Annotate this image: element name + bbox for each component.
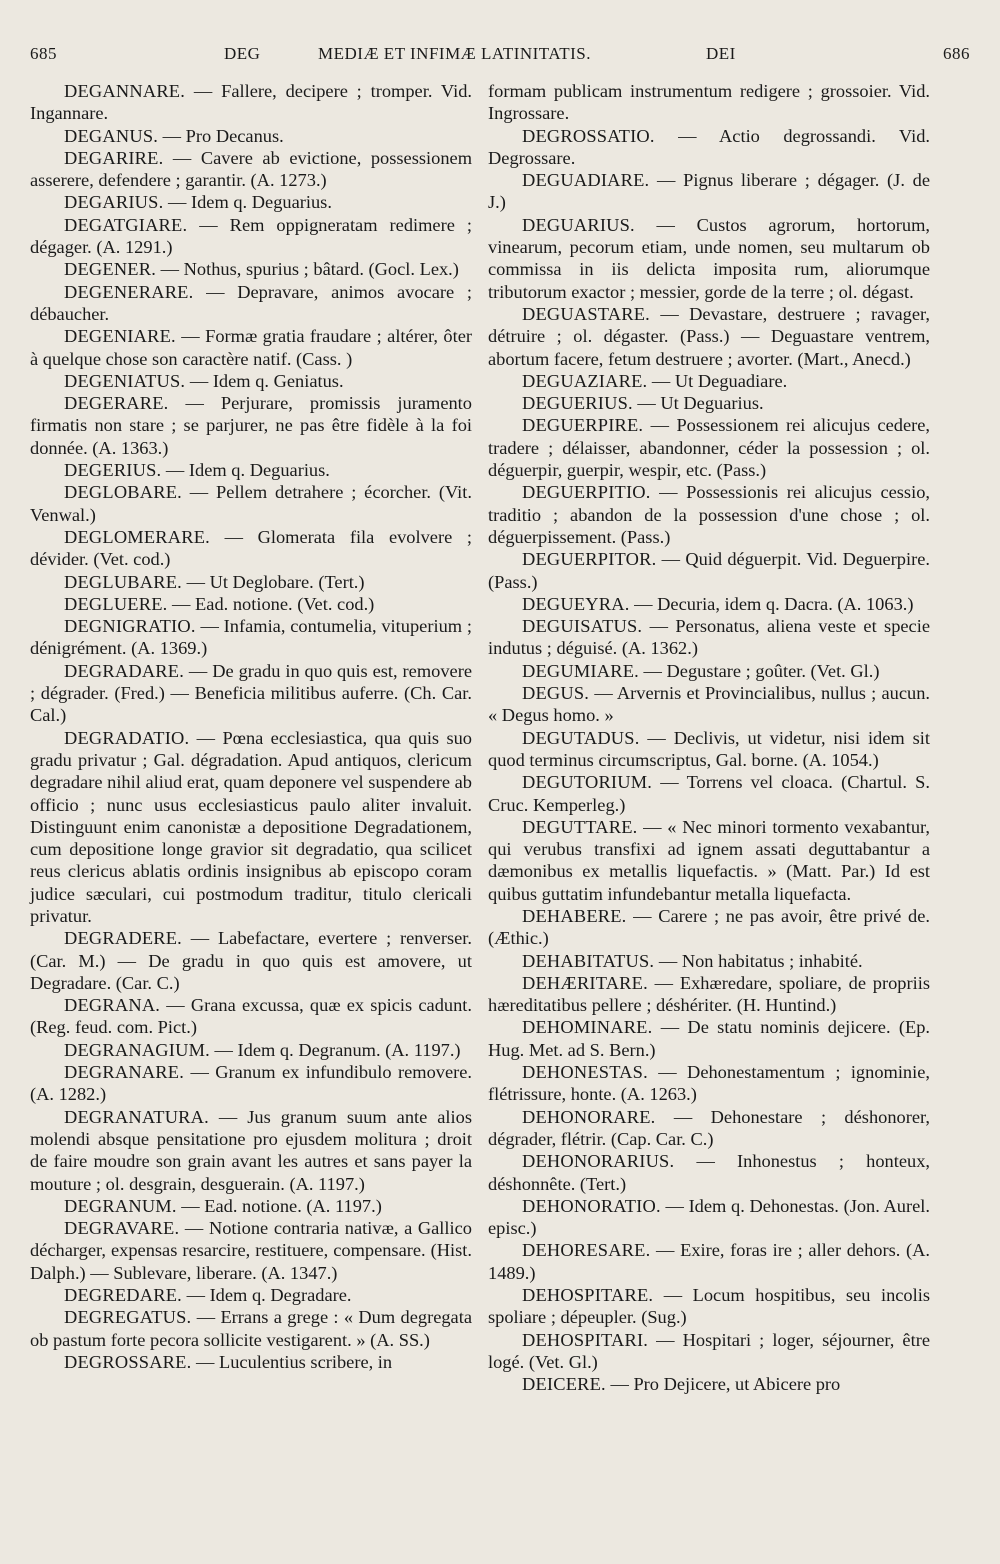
- dictionary-entry: [30, 392, 472, 459]
- dictionary-entry: [488, 392, 930, 414]
- entry-definition: Dehonestamentum ; ignominie, flétrissure, honte. (A. 1263.): [488, 1062, 930, 1105]
- entry-definition: Perjurare, promissis juramento firmatis non stare ; se parjurer, ne pas être fidèle à la foi donnée. (A. 1363.): [30, 393, 472, 458]
- dictionary-entry: [30, 1106, 472, 1195]
- dictionary-entry: [488, 682, 930, 727]
- dictionary-entry: [488, 80, 930, 125]
- left-column: [30, 80, 472, 1373]
- dictionary-entry: [488, 1016, 930, 1061]
- dictionary-entry: [30, 258, 472, 280]
- entry-dash: —: [184, 660, 213, 681]
- entry-definition: Pro Dejicere, ut Abicere pro: [633, 1374, 841, 1395]
- entry-dash: —: [647, 972, 680, 993]
- entry-headword: DEGUTADUS.: [522, 727, 640, 748]
- entry-dash: —: [654, 950, 682, 971]
- dictionary-entry: [488, 905, 930, 950]
- entry-headword: DEGENERARE.: [64, 281, 194, 302]
- entry-definition: Exhæredare, spoliare, de propriis hæreditatibus pellere ; déshériter. (H. Huntind.): [488, 972, 930, 1016]
- running-header: [30, 44, 970, 70]
- entry-dash: —: [195, 616, 224, 637]
- entry-headword: DEGUS.: [522, 683, 590, 704]
- entry-headword: DEGLOBARE.: [64, 482, 182, 503]
- entry-dash: —: [629, 593, 658, 614]
- entry-dash: —: [167, 593, 196, 614]
- entry-dash: —: [626, 905, 659, 926]
- entry-headword: DEGRADATIO.: [64, 727, 190, 748]
- entry-dash: —: [649, 303, 690, 324]
- dictionary-entry: [30, 1217, 472, 1284]
- entry-definition: Idem q. Deguarius.: [190, 192, 332, 213]
- dictionary-entry: [30, 1195, 472, 1217]
- dictionary-entry: [30, 927, 472, 994]
- entry-dash: —: [648, 1329, 683, 1350]
- entry-headword: DEICERE.: [522, 1374, 606, 1395]
- entry-headword: DEGUARIUS.: [522, 214, 635, 235]
- entry-dash: —: [181, 571, 210, 592]
- entry-headword: DEGUERPITIO.: [522, 482, 651, 503]
- entry-definition: Possessionem rei alicujus cedere, tradere ; délaisser, abandonner, céder la possession ; ol. déguerpir, guerpir, wespir, etc. (Pass.): [488, 415, 930, 481]
- dictionary-entry: [488, 414, 930, 481]
- entry-definition: Formæ gratia fraudare ; altérer, ôter à quelque chose son caractère natif. (Cass. ): [30, 326, 472, 369]
- dictionary-entry: [30, 593, 472, 615]
- entry-definition: Jus granum suum ante alios molendi absque pensitatione pro ejusdem molitura ; droit de faire moudre son grain avant les autres et sans payer la mouture ; ol. desgrain, desguerain. (A. 1197.): [30, 1106, 472, 1194]
- dictionary-entry: [488, 481, 930, 548]
- dictionary-entry: [488, 1195, 930, 1240]
- dictionary-entry: [30, 125, 472, 147]
- entry-dash: —: [191, 1351, 219, 1372]
- dictionary-entry: [488, 548, 930, 593]
- entry-dash: —: [156, 259, 184, 280]
- entry-dash: —: [181, 1285, 210, 1306]
- entry-definition: Exire, foras ire ; aller dehors. (A. 1489.): [488, 1240, 930, 1283]
- entry-headword: DEGENER.: [64, 259, 157, 280]
- entry-definition: Actio degrossandi. Vid. Degrossare.: [488, 125, 931, 168]
- entry-headword: DEGARIRE.: [64, 147, 164, 168]
- entry-dash: —: [647, 1062, 688, 1083]
- entry-headword: DEHONESTAS.: [522, 1062, 648, 1083]
- entry-definition: Idem q. Dehonestas. (Jon. Aurel. episc.): [488, 1195, 930, 1239]
- entry-dash: —: [160, 995, 191, 1016]
- entry-definition: Fallere, decipere ; tromper. Vid. Ingannare.: [30, 81, 472, 124]
- dictionary-entry: [488, 1061, 930, 1106]
- entry-definition: Dehonestare ; déshonorer, dégrader, flétrir. (Cap. Car. C.): [488, 1106, 930, 1149]
- entry-headword: DEHONORARIUS.: [522, 1151, 675, 1172]
- entry-definition: « Nec minori tormento vexabantur, qui verubus transfixi ad ignem assati deguttabantur a dæmonibus ex metallis liquefactis. » (Matt. Par.) Id est quibus guttatim infundebantur metalla liquefacta.: [488, 816, 930, 904]
- entry-headword: DEGRAVARE.: [64, 1218, 180, 1239]
- entry-headword: DEGLUBARE.: [64, 571, 182, 592]
- entry-headword: DEGRANAGIUM.: [64, 1039, 210, 1060]
- entry-definition: Quid déguerpit. Vid. Deguerpire. (Pass.): [488, 549, 930, 592]
- entry-definition: Luculentius scribere, in: [218, 1351, 393, 1372]
- entry-definition: Inhonestus ; honteux, déshonnête. (Tert.): [488, 1151, 930, 1194]
- entry-definition: Torrens vel cloaca. (Chartul. S. Cruc. Kemperleg.): [488, 772, 930, 815]
- entry-definition: Nothus, spurius ; bâtard. (Gocl. Lex.): [183, 259, 459, 280]
- dictionary-entry: [30, 1061, 472, 1106]
- entry-dash: —: [660, 1195, 689, 1216]
- entry-definition: formam publicam instrumentum redigere ; grossoier. Vid. Ingrossare.: [488, 81, 930, 124]
- entry-definition: Labefactare, evertere ; renverser. (Car. M.) — De gradu in quo quis est amovere, ut Degradare. (Car. C.): [30, 928, 472, 993]
- dictionary-entry: [30, 214, 472, 259]
- entry-dash: —: [176, 1195, 205, 1216]
- entry-definition: Idem q. Deguarius.: [188, 460, 330, 481]
- entry-dash: —: [634, 214, 697, 235]
- dictionary-entry: [30, 1351, 472, 1373]
- entry-definition: Glomerata fila evolvere ; dévider. (Vet. cod.): [30, 526, 472, 570]
- entry-headword: DEGERARE.: [64, 393, 169, 414]
- entry-headword: DEHONORARE.: [522, 1106, 656, 1127]
- dictionary-entry: [30, 191, 472, 213]
- entry-headword: DEGARIUS.: [64, 192, 164, 213]
- entry-dash: —: [639, 727, 674, 748]
- dictionary-entry: [30, 481, 472, 526]
- entry-headword: DEGRADARE.: [64, 660, 185, 681]
- entry-definition: Ead. notione. (Vet. cod.): [195, 593, 375, 614]
- entry-dash: —: [179, 1218, 209, 1239]
- entry-definition: Ead. notione. (A. 1197.): [204, 1195, 382, 1216]
- dictionary-entry: [30, 1306, 472, 1351]
- entry-definition: Possessionis rei alicujus cessio, traditio ; abandon de la possession d'une chose ; ol. déguerpissement. (Pass.): [488, 482, 930, 547]
- entry-dash: —: [589, 683, 617, 704]
- header-title: MEDIÆ ET INFIMÆ LATINITATIS.: [318, 44, 591, 63]
- dictionary-entry: [30, 281, 472, 326]
- entry-dash: —: [184, 1062, 216, 1083]
- entry-dash: —: [649, 170, 684, 191]
- dictionary-entry: [488, 660, 930, 682]
- entry-headword: DEGRADERE.: [64, 928, 182, 949]
- entry-definition: Ut Deguadiare.: [674, 370, 788, 391]
- dictionary-entry: [30, 147, 472, 192]
- entry-dash: —: [652, 1017, 688, 1038]
- entry-definition: Cavere ab evictione, possessionem asserere, defendere ; garantir. (A. 1273.): [30, 147, 472, 191]
- entry-headword: DEGUAZIARE.: [522, 370, 648, 391]
- dictionary-entry: [30, 459, 472, 481]
- entry-dash: —: [185, 370, 213, 391]
- dictionary-entry: [30, 526, 472, 571]
- entry-headword: DEGATGIARE.: [64, 214, 188, 235]
- entry-headword: DEHOMINARE.: [522, 1017, 653, 1038]
- entry-definition: Degustare ; goûter. (Vet. Gl.): [666, 660, 880, 681]
- entry-dash: —: [656, 549, 686, 570]
- dictionary-entry: [488, 1329, 930, 1374]
- entry-definition: Hospitari ; loger, séjourner, être logé. (Vet. Gl.): [488, 1329, 930, 1372]
- entry-dash: —: [193, 281, 238, 302]
- entry-headword: DEGUTTARE.: [522, 816, 638, 837]
- entry-headword: DEGUERPITOR.: [522, 549, 657, 570]
- entry-definition: Carere ; ne pas avoir, être privé de. (Æthic.): [488, 905, 930, 949]
- dictionary-entry: [488, 1373, 930, 1395]
- entry-headword: DEGANNARE.: [64, 81, 186, 101]
- dictionary-entry: [488, 125, 930, 170]
- entry-dash: —: [632, 393, 661, 414]
- entry-definition: Errans a grege : « Dum degregata ob pastum forte pecora sollicite vestigarent. » (A. SS.): [30, 1307, 472, 1350]
- entry-dash: —: [605, 1374, 634, 1395]
- page-number-left: 685: [30, 44, 57, 63]
- dictionary-entry: [30, 727, 472, 928]
- entry-headword: DEHOSPITARE.: [522, 1285, 654, 1306]
- entry-dash: —: [187, 214, 230, 235]
- dictionary-entry: [488, 1150, 930, 1195]
- dictionary-entry: [488, 370, 930, 392]
- entry-dash: —: [653, 1285, 693, 1306]
- entry-definition: De statu nominis dejicere. (Ep. Hug. Met. ad S. Bern.): [488, 1017, 930, 1060]
- entry-dash: —: [175, 326, 206, 347]
- entry-headword: DEGUADIARE.: [522, 170, 650, 191]
- dictionary-entry: [488, 1284, 930, 1329]
- entry-dash: —: [652, 772, 687, 793]
- dictionary-entry: [30, 1284, 472, 1306]
- entry-definition: Rem oppigneratam redimere ; dégager. (A. 1291.): [30, 214, 472, 258]
- entry-definition: Decuria, idem q. Dacra. (A. 1063.): [657, 593, 914, 614]
- entry-dash: —: [643, 415, 677, 436]
- dictionary-entry: [30, 994, 472, 1039]
- entry-headword: DEGERIUS.: [64, 460, 162, 481]
- entry-headword: DEGUISATUS.: [522, 616, 643, 637]
- entry-definition: Non habitatus ; inhabité.: [681, 950, 863, 971]
- dictionary-entry: [488, 214, 930, 303]
- entry-dash: —: [638, 660, 667, 681]
- entry-headword: DEHÆRITARE.: [522, 972, 648, 993]
- page-number-right: 686: [943, 44, 970, 63]
- entry-dash: —: [189, 727, 223, 748]
- entry-definition: Granum ex infundibulo removere. (A. 1282.): [30, 1062, 473, 1105]
- entry-headword: DEGRANA.: [64, 995, 161, 1016]
- entry-headword: DEGLUERE.: [64, 593, 168, 614]
- entry-definition: Arvernis et Provincialibus, nullus ; aucun. « Degus homo. »: [488, 683, 930, 726]
- dictionary-entry: [30, 325, 472, 370]
- entry-definition: De gradu in quo quis est, removere ; dégrader. (Fred.) — Beneficia militibus auferre. (Ch. Car. Cal.): [30, 660, 472, 726]
- entry-definition: Personatus, aliena veste et specie indutus ; déguisé. (A. 1362.): [488, 616, 930, 659]
- entry-dash: —: [650, 1240, 681, 1261]
- dictionary-entry: [488, 950, 930, 972]
- dictionary-entry: [30, 80, 472, 125]
- dictionary-entry: [488, 771, 930, 816]
- dictionary-entry: [488, 593, 930, 615]
- entry-headword: DEHABITATUS.: [522, 950, 655, 971]
- entry-headword: DEGREGATUS.: [64, 1307, 192, 1328]
- entry-definition: Pignus liberare ; dégager. (J. de J.): [488, 170, 930, 213]
- entry-headword: DEGLOMERARE.: [64, 526, 210, 547]
- header-catchword-left: DEG: [224, 44, 261, 63]
- entry-definition: Pellem detrahere ; écorcher. (Vit. Venwal.): [30, 482, 472, 525]
- entry-headword: DEGROSSARE.: [64, 1351, 192, 1372]
- entry-headword: DEGENIARE.: [64, 326, 176, 347]
- entry-dash: —: [185, 81, 222, 101]
- entry-dash: —: [650, 482, 687, 503]
- entry-dash: —: [209, 526, 258, 547]
- entry-dash: —: [191, 1307, 221, 1328]
- entry-dash: —: [208, 1106, 248, 1127]
- dictionary-entry: [488, 972, 930, 1017]
- entry-headword: DEGRANATURA.: [64, 1106, 209, 1127]
- entry-definition: Ut Deguarius.: [660, 393, 764, 414]
- entry-headword: DEGRANARE.: [64, 1062, 185, 1083]
- entry-headword: DEGUTORIUM.: [522, 772, 653, 793]
- entry-headword: DEHONORATIO.: [522, 1195, 661, 1216]
- entry-dash: —: [168, 393, 221, 414]
- dictionary-entry: [488, 303, 930, 370]
- entry-dash: —: [181, 482, 217, 503]
- entry-headword: DEGUMIARE.: [522, 660, 639, 681]
- entry-headword: DEGUEYRA.: [522, 593, 630, 614]
- entry-headword: DEGANUS.: [64, 125, 159, 146]
- entry-definition: Idem q. Degranum. (A. 1197.): [237, 1039, 461, 1060]
- dictionary-entry: [30, 370, 472, 392]
- dictionary-entry: [488, 816, 930, 905]
- entry-dash: —: [637, 816, 668, 837]
- entry-definition: Custos agrorum, hortorum, vinearum, pecorum etiam, unde nomen, seu multarum ob commissa in iis delicta imposita rum, aliorumque tributorum exactor ; messier, gorde de la terre ; ol. dégast.: [488, 214, 930, 302]
- dictionary-entry: [30, 615, 472, 660]
- entry-headword: DEGUASTARE.: [522, 303, 650, 324]
- dictionary-entry: [488, 1239, 930, 1284]
- dictionary-entry: [30, 571, 472, 593]
- right-column: [488, 80, 930, 1396]
- entry-dash: —: [209, 1039, 238, 1060]
- dictionary-entry: [30, 660, 472, 727]
- dictionary-entry: [488, 169, 930, 214]
- dictionary-entry: [488, 615, 930, 660]
- entry-dash: —: [163, 192, 191, 213]
- entry-headword: DEGRANUM.: [64, 1195, 177, 1216]
- entry-dash: —: [642, 616, 676, 637]
- entry-dash: —: [654, 125, 720, 146]
- dictionary-entry: [488, 1106, 930, 1151]
- entry-headword: DEGROSSATIO.: [522, 125, 655, 146]
- entry-headword: DEGREDARE.: [64, 1285, 182, 1306]
- entry-dash: —: [181, 928, 218, 949]
- entry-headword: DEHABERE.: [522, 905, 627, 926]
- entry-dash: —: [163, 147, 201, 168]
- entry-dash: —: [158, 125, 186, 146]
- entry-headword: DEGENIATUS.: [64, 370, 186, 391]
- entry-headword: DEHORESARE.: [522, 1240, 651, 1261]
- entry-definition: Locum hospitibus, seu incolis spoliare ; dépeupler. (Sug.): [488, 1285, 930, 1328]
- entry-definition: Idem q. Degradare.: [209, 1285, 352, 1306]
- entry-headword: DEHOSPITARI.: [522, 1329, 649, 1350]
- entry-dash: —: [674, 1151, 738, 1172]
- entry-definition: Devastare, destruere ; ravager, détruire ; ol. dégaster. (Pass.) — Deguastare ventrem, abortum facere, fetum destruere ; avorter. (Mart., Anecd.): [488, 303, 930, 369]
- entry-dash: —: [655, 1106, 711, 1127]
- entry-definition: Infamia, contumelia, vituperium ; dénigrément. (A. 1369.): [30, 616, 472, 659]
- dictionary-entry: [488, 727, 930, 772]
- entry-definition: Ut Deglobare. (Tert.): [209, 571, 365, 592]
- entry-definition: Pro Decanus.: [185, 125, 284, 146]
- entry-definition: Declivis, ut videtur, nisi idem sit quod terminus circumscriptus, Gal. borne. (A. 1054.): [488, 727, 930, 770]
- entry-headword: DEGUERIUS.: [522, 393, 633, 414]
- entry-definition: Idem q. Geniatus.: [212, 370, 344, 391]
- entry-definition: Depravare, animos avocare ; débaucher.: [30, 281, 472, 324]
- entry-definition: Pœna ecclesiastica, qua quis suo gradu privatur ; Gal. dégradation. Apud antiquos, clericum degradare nihil aliud erat, quam deponere vel suspendere ab officio ; nunc usus ecclesiasticus paulo aliter invaluit. Distinguunt enim canonistæ a depositione Degradationem, cum depositione longe gravior sit degradatio, qua scilicet reus clericus ablatis ordinis insignibus ab episcopo coram judice sæculari, cui postmodum traditur, titulo clericali privatur.: [30, 727, 472, 926]
- entry-headword: DEGNIGRATIO.: [64, 616, 196, 637]
- dictionary-entry: [30, 1039, 472, 1061]
- entry-dash: —: [161, 460, 189, 481]
- entry-dash: —: [647, 370, 675, 391]
- entry-headword: DEGUERPIRE.: [522, 415, 644, 436]
- entry-definition: Grana excussa, quæ ex spicis cadunt. (Reg. feud. com. Pict.): [30, 995, 472, 1038]
- header-catchword-right: DEI: [706, 44, 736, 63]
- entry-definition: Notione contraria nativæ, a Gallico décharger, expensas resarcire, restituere, compensare. (Hist. Dalph.) — Sublevare, liberare. (A. 1347.): [30, 1218, 472, 1283]
